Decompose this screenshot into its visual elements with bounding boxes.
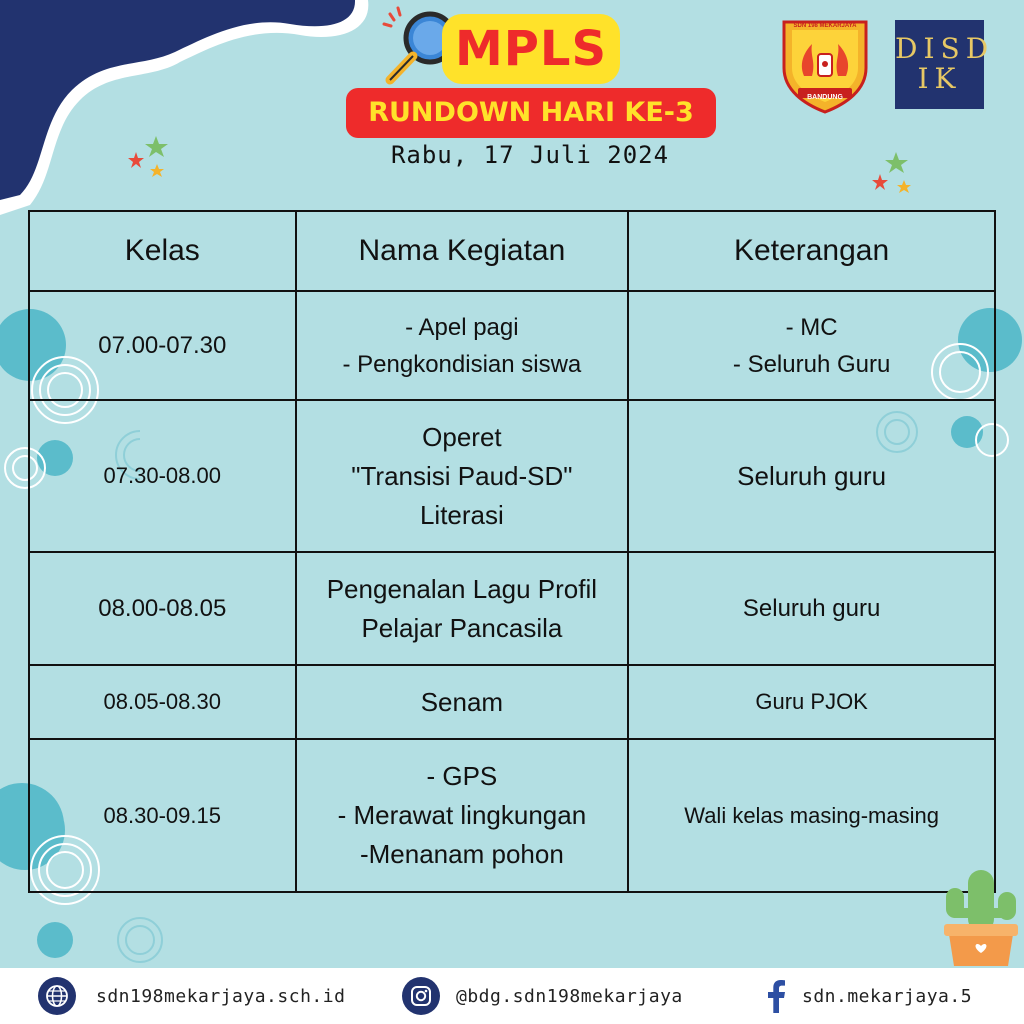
note-line: Wali kelas masing-masing — [684, 802, 939, 828]
row-time: 08.30-09.15 — [29, 739, 296, 892]
row-activity — [296, 552, 629, 665]
rundown-table — [28, 210, 996, 893]
row-note — [628, 400, 995, 552]
table-header-row — [29, 211, 995, 291]
row-note — [628, 552, 995, 665]
row-activity — [296, 291, 629, 400]
footer-website[interactable] — [38, 968, 345, 1024]
table-row — [29, 400, 995, 552]
row-time: 07.00-07.30 — [29, 291, 296, 400]
footer — [0, 968, 1024, 1024]
stars-right-icon — [866, 150, 916, 202]
row-time: 08.05-08.30 — [29, 665, 296, 739]
school-logo-text: SDN 198 MEKARJAYA — [793, 23, 857, 29]
row-time: 07.30-08.00 — [29, 400, 296, 552]
header — [340, 6, 720, 181]
decorative-blob — [0, 0, 380, 240]
header-kelas: Kelas — [29, 211, 296, 291]
note-line: Seluruh guru — [737, 460, 887, 491]
table-row — [29, 665, 995, 739]
facebook-icon — [766, 979, 786, 1013]
table-row — [29, 291, 995, 400]
table-row — [29, 739, 995, 892]
header-nama-kegiatan: Nama Kegiatan — [296, 211, 629, 291]
footer-instagram[interactable] — [402, 968, 683, 1024]
activity-line: - Pengkondisian siswa — [342, 350, 582, 378]
note-line: - MC — [785, 313, 838, 341]
stars-left-icon — [124, 134, 174, 184]
website-text: sdn198mekarjaya.sch.id — [96, 985, 346, 1007]
cactus-icon — [938, 862, 1024, 968]
page-subtitle: RUNDOWN HARI KE-3 — [346, 88, 716, 138]
note-line: Guru PJOK — [755, 689, 868, 714]
page-date: Rabu, 17 Juli 2024 — [390, 141, 670, 169]
row-note — [628, 291, 995, 400]
row-activity — [296, 400, 629, 552]
disdik-logo-line2: IK — [917, 62, 962, 95]
activity-line: - GPS — [426, 761, 498, 791]
activity-line: - Apel pagi — [405, 313, 519, 341]
note-line: - Seluruh Guru — [732, 350, 891, 378]
disdik-logo — [895, 20, 995, 109]
footer-facebook[interactable] — [766, 968, 972, 1024]
school-logo-city: BANDUNG — [807, 94, 843, 101]
page-title: MPLS — [454, 21, 608, 77]
globe-icon — [38, 977, 76, 1015]
activity-line: - Merawat lingkungan — [337, 800, 587, 830]
row-activity — [296, 739, 629, 892]
activity-line: Operet — [422, 421, 502, 452]
disdik-logo-line1: DISD — [895, 32, 995, 65]
table-row — [29, 552, 995, 665]
activity-line: Literasi — [419, 499, 504, 530]
activity-line: "Transisi Paud-SD" — [351, 460, 573, 491]
row-time: 08.00-08.05 — [29, 552, 296, 665]
activity-line: Pengenalan Lagu Profil — [326, 573, 598, 604]
activity-line: Pelajar Pancasila — [361, 612, 563, 643]
instagram-icon — [402, 977, 440, 1015]
activity-line: Senam — [420, 686, 504, 717]
facebook-text: sdn.mekarjaya.5 — [802, 985, 973, 1007]
header-keterangan: Keterangan — [628, 211, 995, 291]
note-line: Seluruh guru — [742, 595, 881, 622]
row-note — [628, 665, 995, 739]
row-activity — [296, 665, 629, 739]
instagram-text: @bdg.sdn198mekarjaya — [456, 985, 683, 1007]
activity-line: -Menanam pohon — [359, 839, 564, 869]
